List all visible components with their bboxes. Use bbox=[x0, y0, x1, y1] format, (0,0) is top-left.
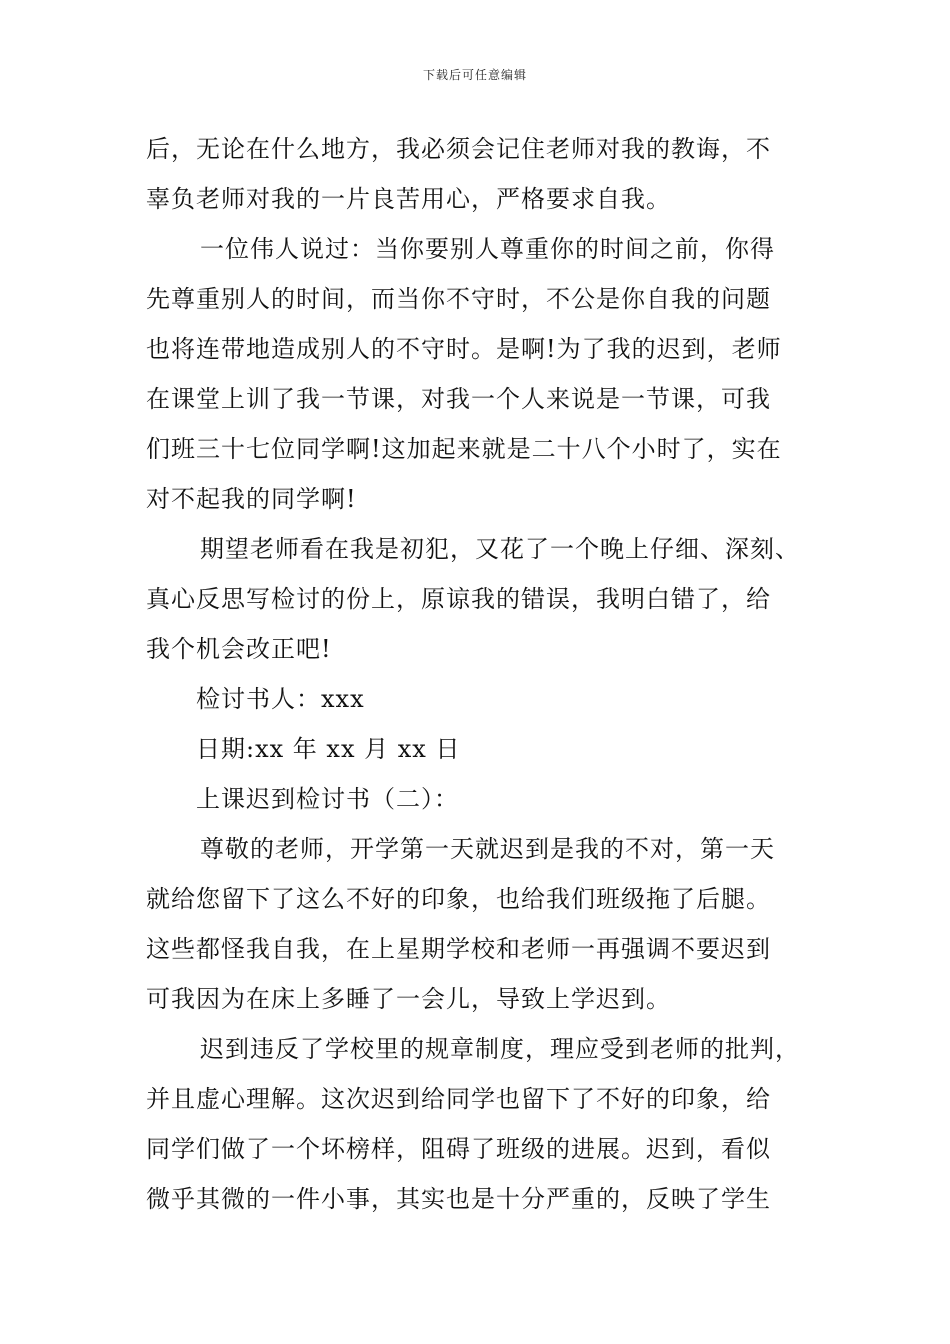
text-line: 也将连带地造成别人的不守时。是啊!为了我的迟到，老师 bbox=[146, 335, 782, 363]
text-line: 就给您留下了这么不好的印象，也给我们班级拖了后腿。 bbox=[146, 885, 771, 913]
text-line: 尊敬的老师，开学第一天就迟到是我的不对，第一天 bbox=[200, 835, 775, 863]
signature-line: 检讨书人：xxx bbox=[196, 685, 365, 713]
section-title: 上课迟到检讨书（二）： bbox=[196, 785, 459, 813]
text-line: 辜负老师对我的一片良苦用心，严格要求自我。 bbox=[146, 185, 671, 213]
date-line: 日期:xx 年 xx 月 xx 日 bbox=[196, 735, 461, 763]
text-line: 微乎其微的一件小事，其实也是十分严重的，反映了学生 bbox=[146, 1185, 771, 1213]
page-header-note: 下载后可任意编辑 bbox=[422, 68, 527, 82]
text-line: 对不起我的同学啊! bbox=[146, 485, 357, 513]
text-line: 我个机会改正吧! bbox=[146, 635, 332, 663]
text-line: 这些都怪我自我，在上星期学校和老师一再强调不要迟到 bbox=[146, 935, 771, 963]
text-line: 们班三十七位同学啊!这加起来就是二十八个小时了，实在 bbox=[146, 435, 782, 463]
text-line: 先尊重别人的时间，而当你不守时，不公是你自我的问题 bbox=[146, 285, 771, 313]
text-line: 后，无论在什么地方，我必须会记住老师对我的教诲，不 bbox=[146, 135, 771, 163]
text-line: 在课堂上训了我一节课，对我一个人来说是一节课，可我 bbox=[146, 385, 771, 413]
document-body bbox=[146, 124, 846, 1224]
text-line: 期望老师看在我是初犯，又花了一个晚上仔细、深刻、 bbox=[200, 535, 800, 563]
text-line: 同学们做了一个坏榜样，阻碍了班级的进展。迟到，看似 bbox=[146, 1135, 771, 1163]
text-line: 可我因为在床上多睡了一会儿，导致上学迟到。 bbox=[146, 985, 671, 1013]
text-line: 并且虚心理解。这次迟到给同学也留下了不好的印象，给 bbox=[146, 1085, 771, 1113]
text-line: 迟到违反了学校里的规章制度，理应受到老师的批判， bbox=[200, 1035, 800, 1063]
text-line: 一位伟人说过：当你要别人尊重你的时间之前，你得 bbox=[200, 235, 775, 263]
text-line: 真心反思写检讨的份上，原谅我的错误，我明白错了，给 bbox=[146, 585, 771, 613]
